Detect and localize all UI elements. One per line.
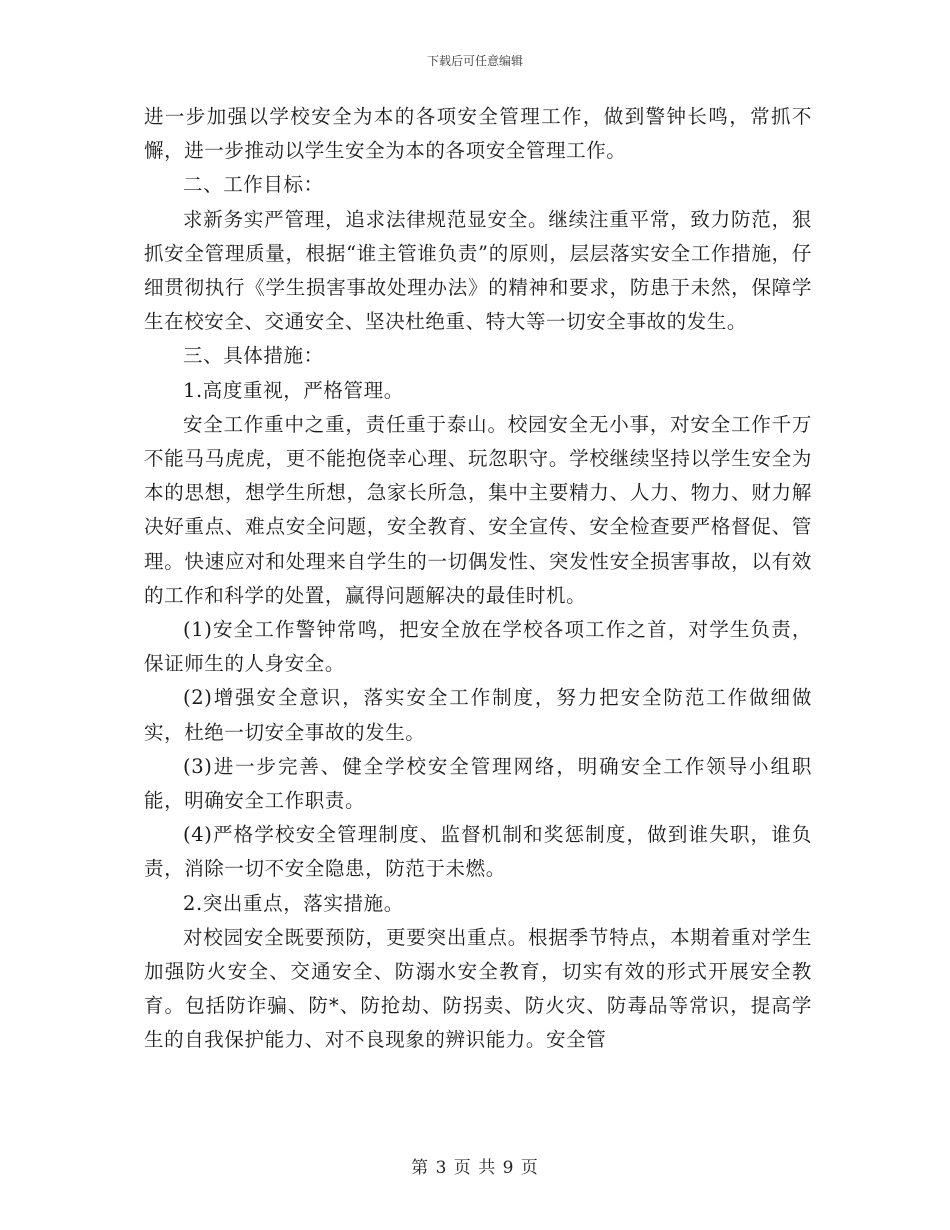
paragraph: 对校园安全既要预防，更要突出重点。根据季节特点，本期着重对学生加强防火安全、交通安全、防溺水安全教育，切实有效的形式开展安全教育。包括防诈骗、防*、防抢劫、防拐卖、防火灾、防毒品等常识，提高学生的自我保护能力、对不良现象的辨识能力。安全管 [144,925,812,1052]
subsection-heading: 2.突出重点，落实措施。 [183,891,404,915]
list-item: (2)增强安全意识，落实安全工作制度，努力把安全防范工作做细做实，杜绝一切安全事故的发生。 [144,686,812,744]
page-number: 第 3 页 共 9 页 [411,1158,539,1178]
subsection-heading: 1.高度重视，严格管理。 [183,378,404,402]
document-body [144,100,812,1058]
paragraph: 求新务实严管理，追求法律规范显安全。继续注重平常，致力防范，狠抓安全管理质量，根据“谁主管谁负责”的原则，层层落实安全工作措施，仔细贯彻执行《学生损害事故处理办法》的精神和要求，防患于未然，保障学生在校安全、交通安全、坚决杜绝重、特大等一切安全事故的发生。 [144,207,812,334]
list-item: (4)严格学校安全管理制度、监督机制和奖惩制度，做到谁失职，谁负责，消除一切不安全隐患，防范于未燃。 [144,823,812,881]
page-header: 下载后可任意编辑 [426,54,523,68]
section-heading: 三、具体措施： [183,344,324,368]
paragraph: 安全工作重中之重，责任重于泰山。校园安全无小事，对安全工作千万不能马马虎虎，更不能抱侥幸心理、玩忽职守。学校继续坚持以学生安全为本的思想，想学生所想，急家长所急，集中主要精力、人力、物力、财力解决好重点、难点安全问题，安全教育、安全宣传、安全检查要严格督促、管理。快速应对和处理来自学生的一切偶发性、突发性安全损害事故，以有效的工作和科学的处置，赢得问题解决的最佳时机。 [144,412,812,607]
list-item: (3)进一步完善、健全学校安全管理网络，明确安全工作领导小组职能，明确安全工作职责。 [144,754,812,813]
section-heading: 二、工作目标： [183,173,324,197]
paragraph: 进一步加强以学校安全为本的各项安全管理工作，做到警钟长鸣，常抓不懈，进一步推动以学生安全为本的各项安全管理工作。 [144,105,812,163]
list-item: (1)安全工作警钟常鸣，把安全放在学校各项工作之首，对学生负责，保证师生的人身安全。 [144,618,812,676]
